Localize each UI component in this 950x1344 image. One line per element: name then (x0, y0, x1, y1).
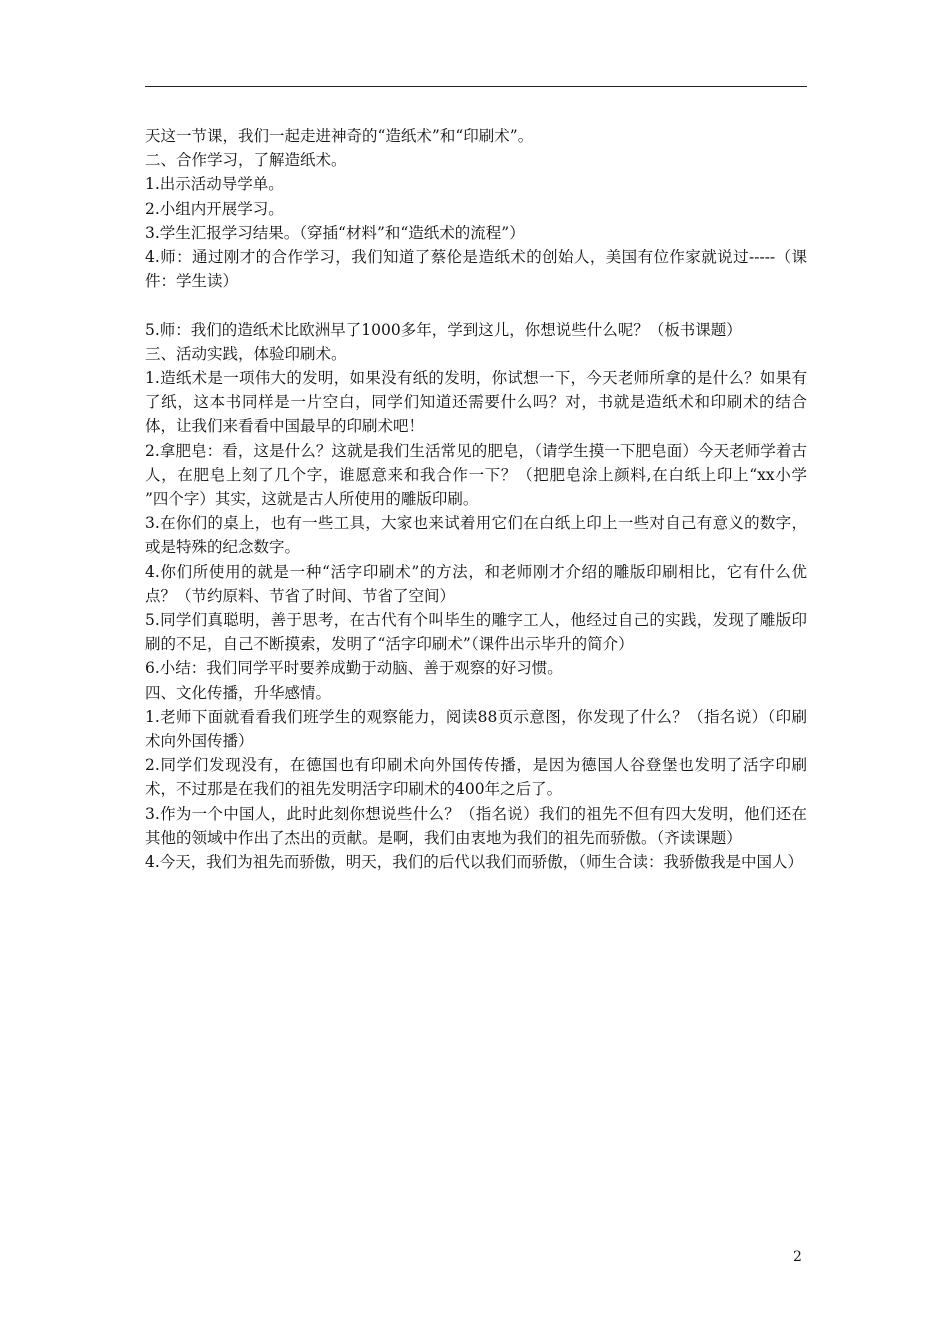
document-body (145, 124, 807, 874)
paragraph-item: 4.你们所使用的就是一种“活字印刷术”的方法，和老师刚才介绍的雕版印刷相比，它有什么优点？（节约原料、节省了时间、节省了空间） (145, 562, 807, 605)
paragraph-item: 2.拿肥皂：看，这是什么？这就是我们生活常见的肥皂，（请学生摸一下肥皂面）今天老师学着古人，在肥皂上刻了几个字，谁愿意来和我合作一下？（把肥皂涂上颜料,在白纸上印上“xx小学 ”四个字）其实，这就是古人所使用的雕版印刷。 (145, 441, 807, 509)
paragraph-item: 4.今天，我们为祖先而骄傲，明天，我们的后代以我们而骄傲，（师生合读：我骄傲我是中国人） (145, 853, 804, 872)
paragraph-item: 5.同学们真聪明，善于思考，在古代有个叫毕生的雕字工人，他经过自己的实践，发现了雕版印刷的不足，自己不断摸索，发明了“活字印刷术”（课件出示毕升的简介） (145, 611, 807, 654)
paragraph-summary: 6.小结：我们同学平时要养成勤于动脑、善于观察的好习惯。 (145, 659, 563, 678)
paragraph-intro-line: 天这一节课，我们一起走进神奇的“造纸术”和“印刷术”。 (145, 127, 534, 145)
section-heading-papermaking: 二、合作学习，了解造纸术。 (145, 151, 347, 170)
blank-line (145, 293, 807, 317)
section-heading-printing: 三、活动实践，体验印刷术。 (145, 344, 347, 363)
paragraph-item: 2.同学们发现没有，在德国也有印刷术向外国传传播，是因为德国人谷登堡也发明了活字印刷术，不过那是在我们的祖先发明活字印刷术的400年之后了。 (145, 756, 807, 799)
paragraph-item: 1.老师下面就看看我们班学生的观察能力，阅读88页示意图，你发现了什么？（指名说）（印刷术向外国传播） (145, 707, 807, 751)
paragraph-item: 4.师：通过刚才的合作学习，我们知道了蔡伦是造纸术的创始人，美国有位作家就说过-----（课件：学生读） (145, 248, 807, 291)
paragraph-item: 3.在你们的桌上，也有一些工具，大家也来试着用它们在白纸上印上一些对自己有意义的数字，或是特殊的纪念数字。 (145, 514, 807, 557)
paragraph-item: 3.作为一个中国人，此时此刻你想说些什么？（指名说）我们的祖先不但有四大发明，他们还在其他的领域中作出了杰出的贡献。是啊，我们由衷地为我们的祖先而骄傲。（齐读课题） (145, 804, 807, 847)
paragraph-item: 2.小组内开展学习。 (145, 199, 284, 218)
paragraph-item: 3.学生汇报学习结果。（穿插“材料”和“造纸术的流程”） (145, 223, 525, 242)
paragraph-item: 1.出示活动导学单。 (145, 175, 284, 194)
paragraph-item: 5.师：我们的造纸术比欧洲早了1000多年，学到这儿，你想说些什么呢？（板书课题） (145, 320, 742, 339)
header-rule (145, 86, 807, 87)
page-number: 2 (793, 1249, 802, 1265)
paragraph-item: 1.造纸术是一项伟大的发明，如果没有纸的发明，你试想一下，今天老师所拿的是什么？如果有了纸，这本书同样是一片空白，同学们知道还需要什么吗？对，书就是造纸术和印刷术的结合体，让我们来看看中国最早的印刷术吧！ (145, 369, 807, 436)
section-heading-culture: 四、文化传播，升华感情。 (145, 683, 332, 702)
